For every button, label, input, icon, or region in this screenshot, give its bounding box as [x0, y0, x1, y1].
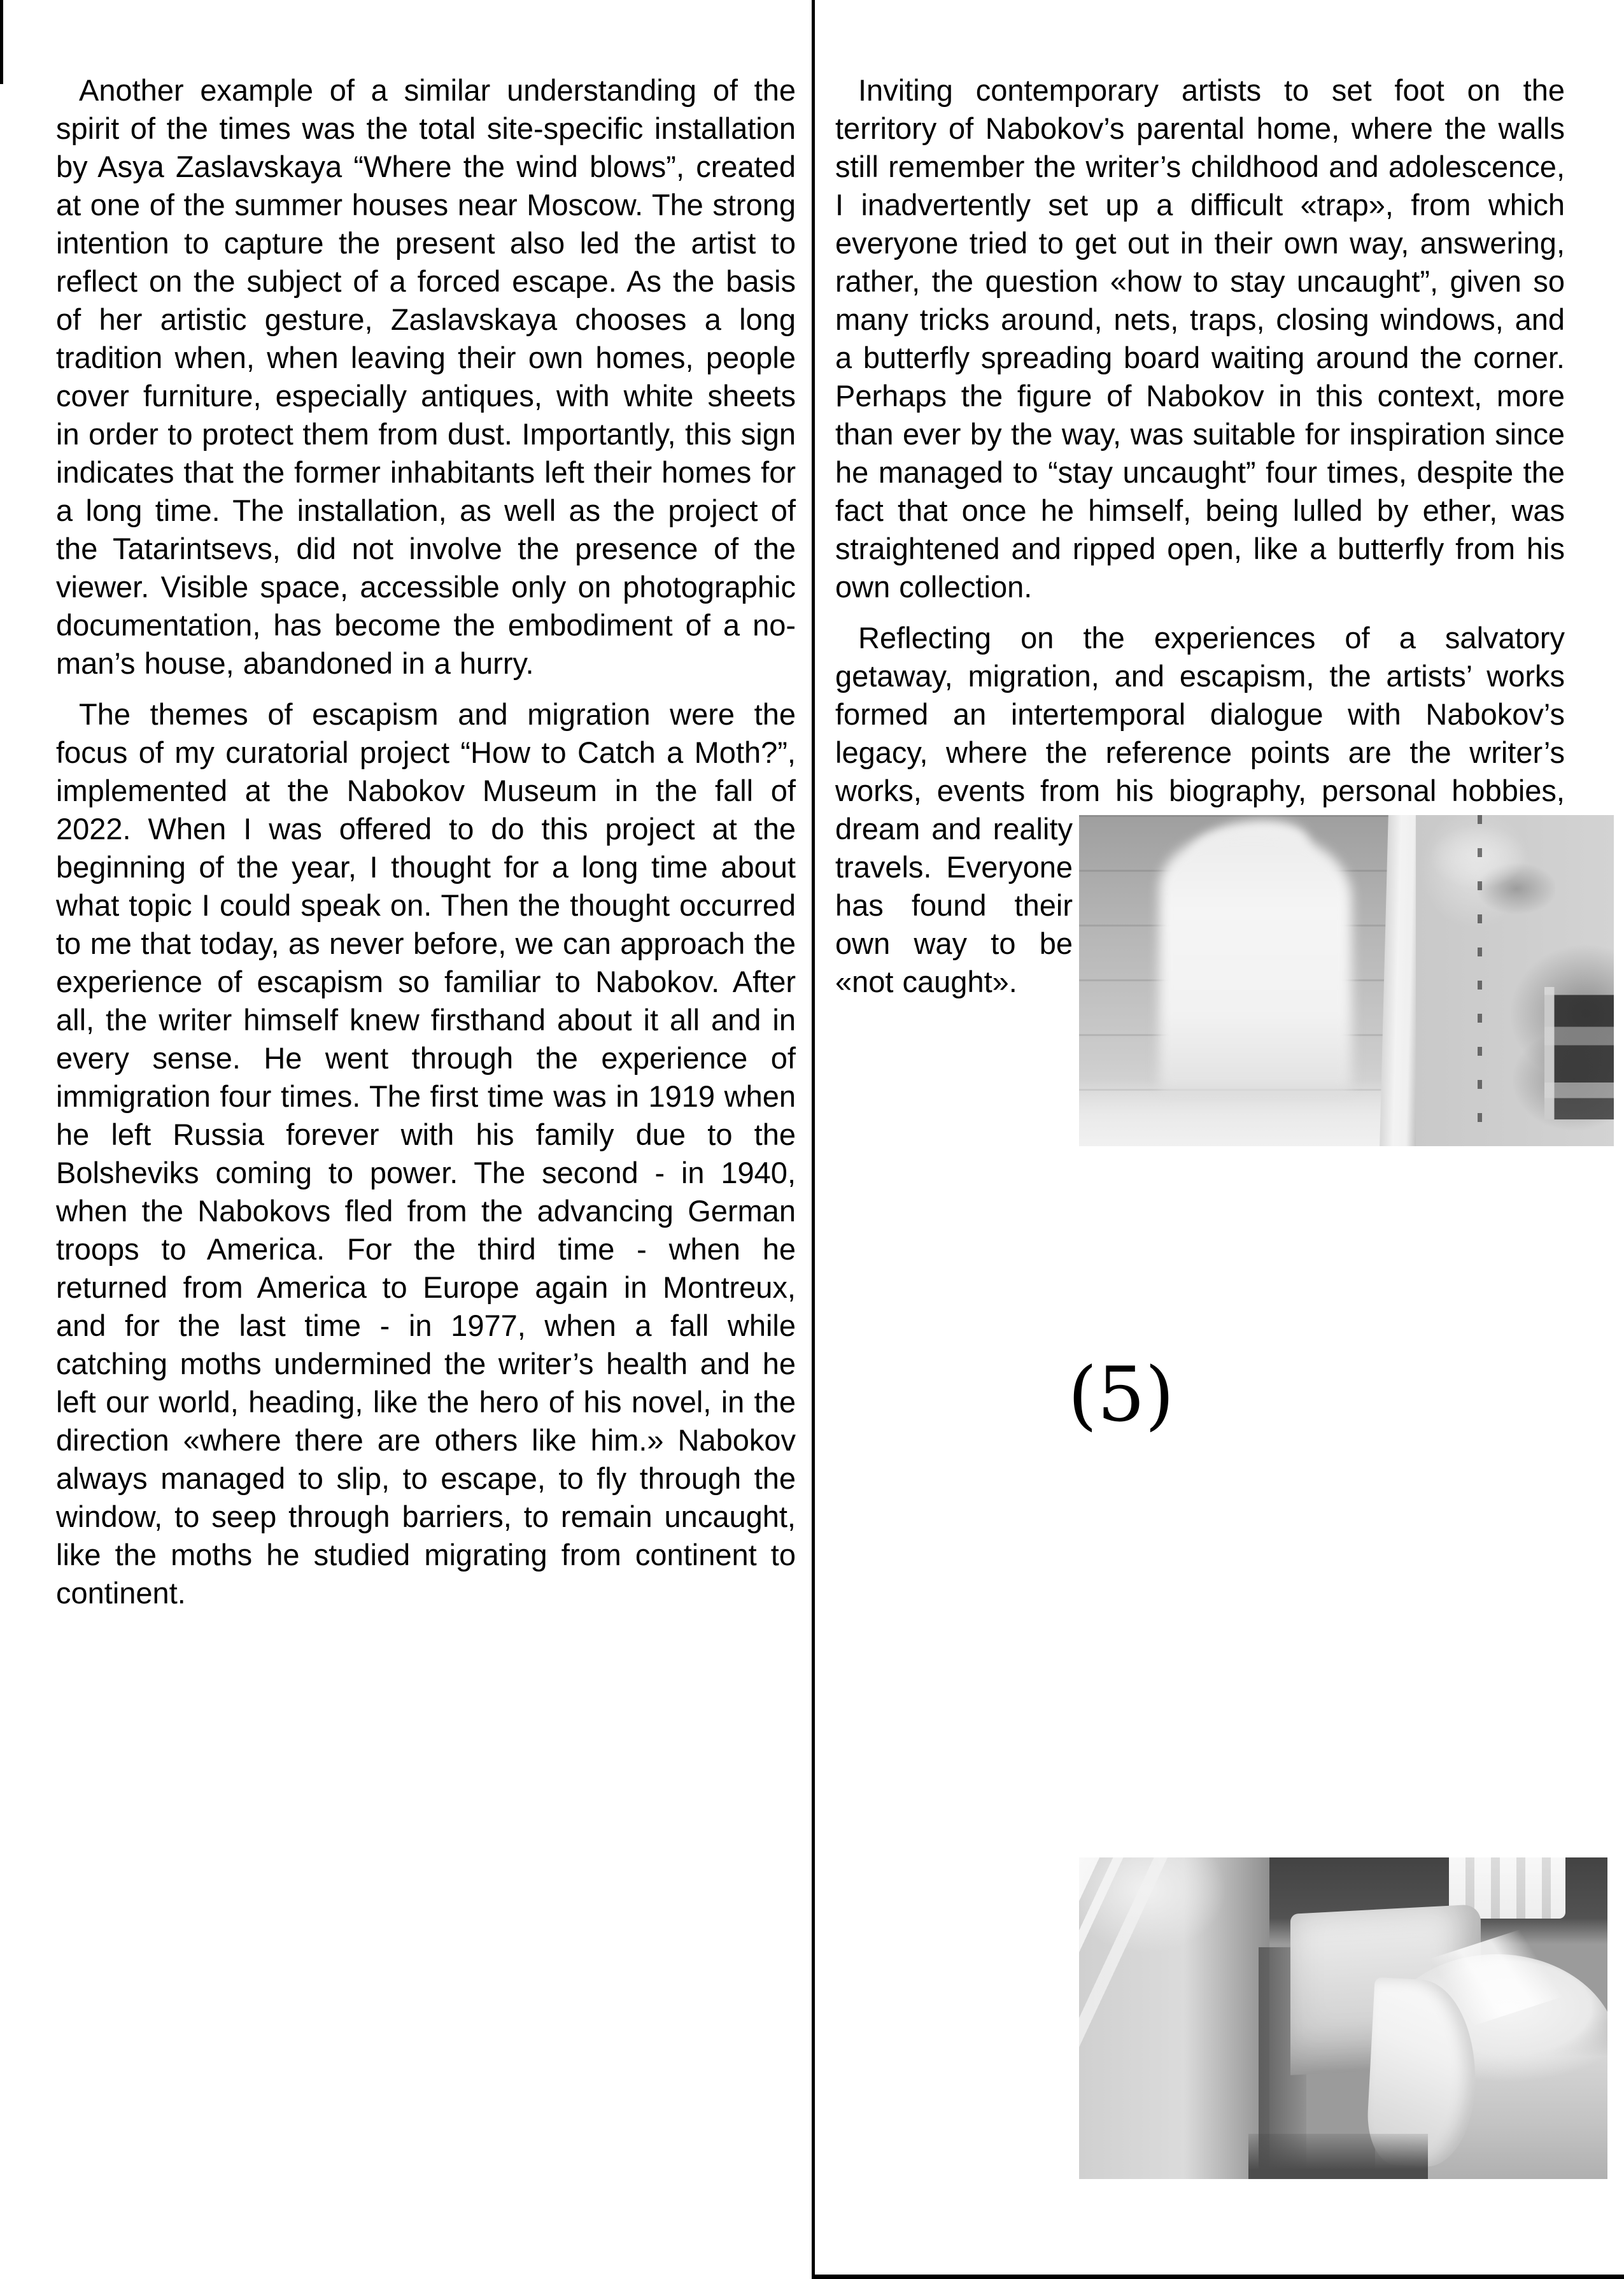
left-column — [56, 71, 796, 1625]
photo1-hanging-cloth — [1159, 832, 1352, 1090]
photo1-metal-latch — [1544, 987, 1614, 1119]
photo2-covered-chair — [1079, 1857, 1269, 2179]
photo-hanging-sheet — [1079, 815, 1614, 1146]
photo-covered-furniture — [1079, 1857, 1607, 2179]
paragraph-installation: Another example of a similar understanding of the spirit of the times was the total site-specific installation by Asya Zaslavskaya “Where the wind blows”, created at one of the summer houses near Moscow. The strong intention to capture the present also led the artist to reflect on the subject of a forced escape. As the basis of her artistic gesture, Zaslavskaya chooses a long tradition when, when leaving their own homes, people cover furniture, especially antiques, with white sheets in order to protect them from dust. Importantly, this sign indicates that the former inhabitants left their homes for a long time. The installation, as well as the project of the Tatarintsevs, did not involve the presence of the viewer. Visible space, accessible only on photographic documentation, has become the embodiment of a no-man’s house, abandoned in a hurry. — [56, 73, 796, 680]
paragraph-reflecting-wrap: dream and reality travels. Everyone has found their own way to be «not caught». — [835, 812, 1073, 998]
page-number: (5) — [1068, 1351, 1175, 1438]
right-column — [835, 71, 1565, 1163]
left-edge-mark — [0, 0, 3, 84]
paragraph-inviting-artists: Inviting contemporary artists to set foot on the territory of Nabokov’s parental home, where the walls still remember the writer’s childhood and adolescence, I inadvertently set up a difficult «trap», from which everyone tried to get out in their own way, answering, rather, the question «how to stay uncaught”, given so many tricks around, nets, traps, closing windows, and a butterfly spreading board waiting around the corner. Perhaps the figure of Nabokov in this context, more than ever by the way, was suitable for inspiration since he managed to “stay uncaught” four times, despite the fact that once he himself, being lulled by ether, was straightened and ripped open, like a butterfly from his own collection. — [835, 73, 1565, 604]
bottom-border-right — [812, 2275, 1624, 2279]
paragraph-reflecting-lead: Reflecting on the experiences of a salvatory getaway, migration, and escapism, the artists’ works formed an intertemporal dialogue with Nabokov’s legacy, where the reference points are the writer’s works, events from his biography, personal hobbies, — [835, 621, 1565, 807]
paragraph-curatorial-project: The themes of escapism and migration were the focus of my curatorial project “How to Catch a Moth?”, implemented at the Nabokov Museum in the fall of 2022. When I was offered to do this project at the beginning of the year, I thought for a long time about what topic I could speak on. Then the thought occurred to me that today, as never before, we can approach the experience of escapism so familiar to Nabokov. After all, the writer himself knew firsthand about it all and in every sense. He went through the experience of immigration four times. The first time was in 1919 when he left Russia forever with his family due to the Bolsheviks coming to power. The second - in 1940, when the Nabokovs fled from the advancing German troops to America. For the third time - when he returned from America to Europe again in Montreux, and for the last time - in 1977, when a fall while catching moths undermined the writer’s health and he left our world, heading, like the hero of his novel, in the direction «where there are others like him.» Nabokov always managed to slip, to escape, to fly through the window, to seep through barriers, to remain uncaught, like the moths he studied migrating from continent to continent. — [56, 697, 796, 1610]
photo1-wall-crack — [1478, 815, 1483, 1146]
photo1-paint-peel — [1427, 825, 1555, 931]
column-divider — [812, 0, 815, 2279]
photo2-floor-shadow — [1248, 2134, 1428, 2179]
paragraph-reflecting — [835, 619, 1565, 1001]
photo1-floor — [1079, 1080, 1389, 1146]
